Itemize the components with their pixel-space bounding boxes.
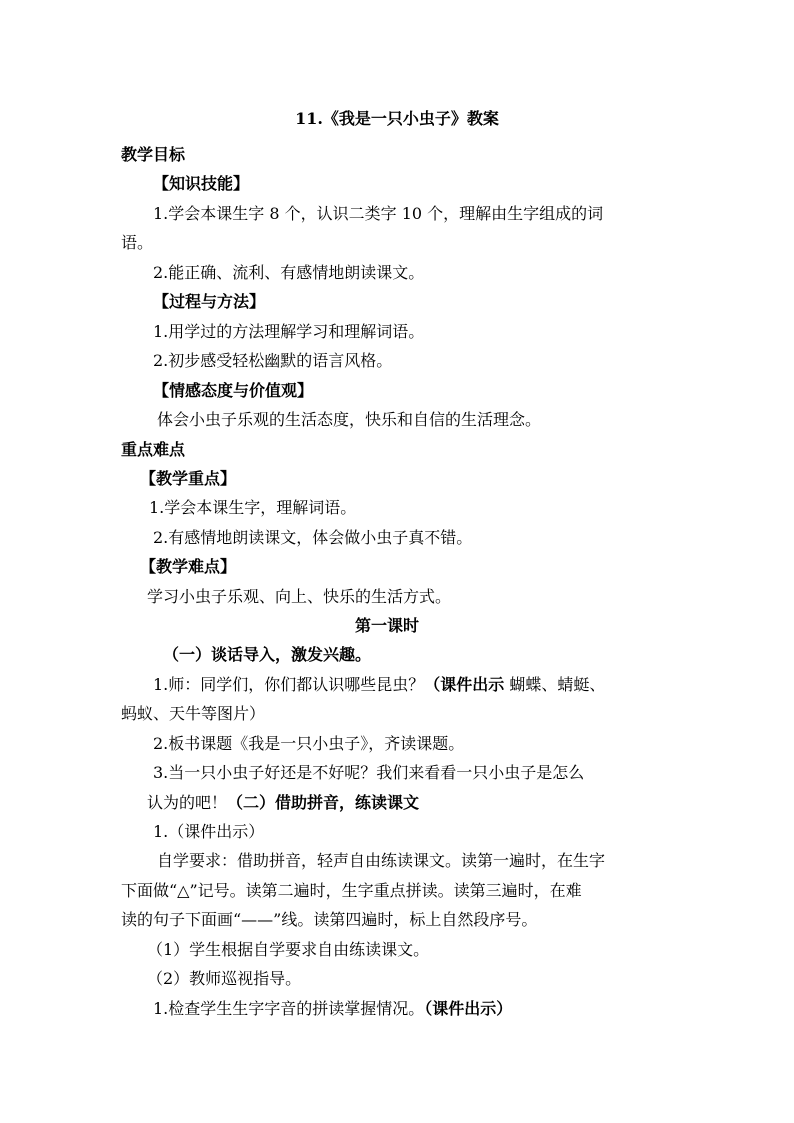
- paragraph-knowledge-1: 1.学会本课生字 8 个，认识二类字 10 个，理解由生字组成的词: [153, 204, 604, 223]
- paragraph-1-text: 1.师：同学们，你们都认识哪些昆虫？: [153, 675, 425, 694]
- paragraph-5-line-3: 读的句子下面画“——”线。读第四遍时，标上自然段序号。: [121, 910, 538, 929]
- paragraph-focus-2: 2.有感情地朗读课文，体会做小虫子真不错。: [153, 528, 473, 547]
- paragraph-1-cont: 蚂蚁、天牛等图片）: [121, 704, 266, 723]
- paragraph-8: [153, 998, 512, 1020]
- page-title: 11.《我是一只小虫子》教案: [295, 109, 499, 128]
- paragraph-1-insects: 蝴蝶、蜻蜓、: [504, 675, 606, 694]
- paragraph-4: 1.（课件出示）: [153, 822, 265, 841]
- paragraph-7: （2）教师巡视指导。: [147, 969, 302, 988]
- paragraph-3-cont: [147, 792, 419, 814]
- paragraph-2: 2.板书课题《我是一只小虫子》，齐读课题。: [153, 734, 465, 753]
- heading-key-points: 重点难点: [121, 440, 186, 459]
- courseware-label: （课件出示: [424, 675, 505, 694]
- heading-objectives: 教学目标: [121, 145, 186, 164]
- subheading-knowledge: 【知识技能】: [153, 174, 250, 193]
- subheading-difficulty: 【教学难点】: [140, 557, 237, 576]
- paragraph-3: 3.当一只小虫子好还是不好呢？我们来看看一只小虫子是怎么: [153, 763, 585, 782]
- paragraph-process-1: 1.用学过的方法理解学习和理解词语。: [153, 322, 425, 341]
- heading-lesson-1: 第一课时: [355, 616, 420, 635]
- paragraph-process-2: 2.初步感受轻松幽默的语言风格。: [153, 351, 393, 370]
- courseware-label-2: （课件出示）: [424, 999, 513, 1018]
- paragraph-emotion-1: 体会小虫子乐观的生活态度，快乐和自信的生活理念。: [157, 410, 542, 429]
- paragraph-5: 自学要求：借助拼音，轻声自由练读课文。读第一遍时，在生字: [157, 851, 606, 870]
- paragraph-knowledge-2: 2.能正确、流利、有感情地朗读课文。: [153, 263, 425, 282]
- paragraph-6: （1）学生根据自学要求自由练读课文。: [147, 940, 430, 959]
- subheading-emotion: 【情感态度与价值观】: [153, 381, 314, 400]
- paragraph-8-text: 1.检查学生生字字音的拼读掌握情况。: [153, 999, 425, 1018]
- paragraph-focus-1: 1.学会本课生字，理解词语。: [149, 498, 357, 517]
- paragraph-difficulty-1: 学习小虫子乐观、向上、快乐的生活方式。: [147, 587, 452, 606]
- paragraph-knowledge-1-cont: 语。: [121, 233, 154, 252]
- paragraph-5-line-2: 下面做“△”记号。读第二遍时，生字重点拼读。读第三遍时，在难: [121, 881, 582, 900]
- subheading-process: 【过程与方法】: [153, 292, 266, 311]
- paragraph-3-end: 认为的吧！: [147, 793, 228, 812]
- subheading-part-1: （一）谈话导入，激发兴趣。: [163, 645, 372, 664]
- subheading-focus: 【教学重点】: [140, 469, 237, 488]
- paragraph-1: [153, 674, 605, 696]
- subheading-part-2: （二）借助拼音，练读课文: [227, 793, 420, 812]
